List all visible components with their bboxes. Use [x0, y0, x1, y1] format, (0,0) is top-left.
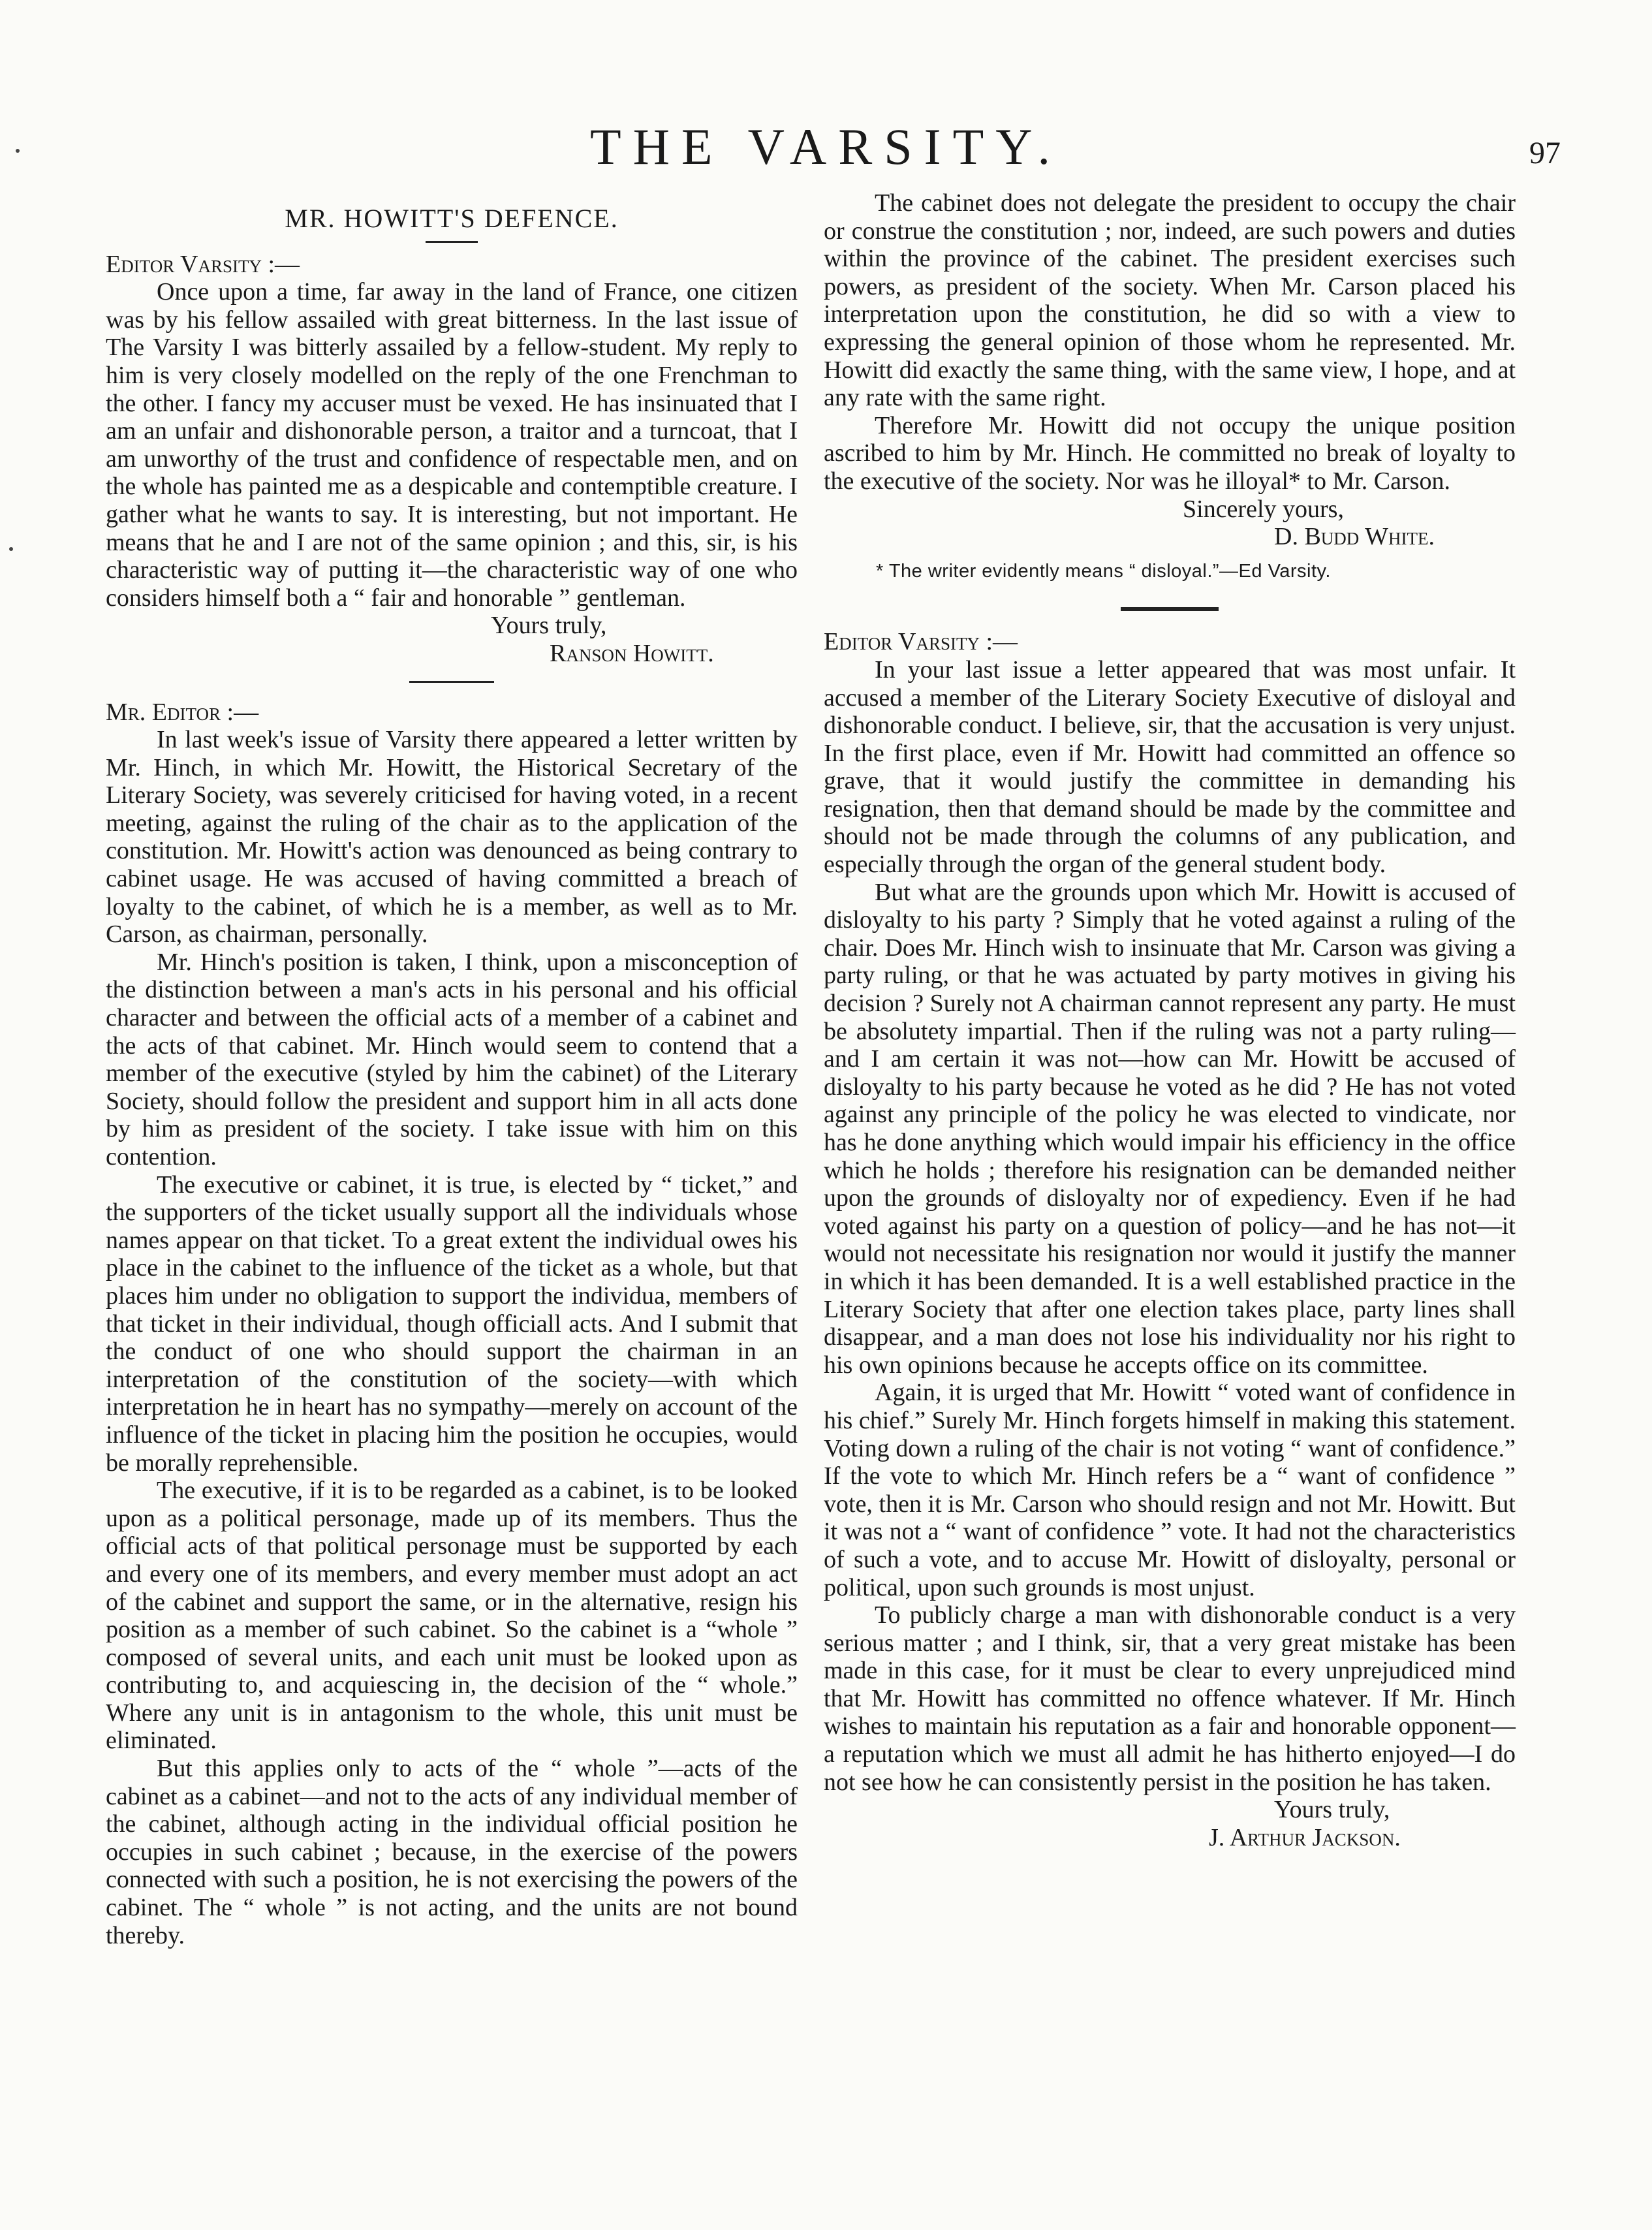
footnote: * The writer evidently means “ disloyal.”—Ed Varsity.: [876, 560, 1331, 582]
closing: Yours truly,: [491, 612, 607, 640]
paragraph: Once upon a time, far away in the land of France, one citizen was by his fellow assailed with great bitterness. In the last issue of The Varsity I was bitterly assailed by a fellow-student. My reply to him is very closely modelled on the reply of the one Frenchman to the other. I fancy my accuser must be vexed. He has insinuated that I am an unfair and dishonorable person, a traitor and a turncoat, that I am unworthy of the trust and confidence of respectable men, and on the whole has painted me as a despicable and contemptible creature. I gather what he wants to say. It is interesting, but not important. He means that he and I are not of the same opinion ; and this, sir, is his characteristic way of putting it—the characteristic way of one who considers himself both a “ fair and honorable ” gentleman.: [106, 278, 798, 612]
signature: J. Arthur Jackson.: [1209, 1823, 1401, 1851]
paragraph: To publicly charge a man with dishonorable conduct is a very serious matter ; and I think, sir, that a very great mistake has been made in this case, for it must be clear to every unprejudiced mind that Mr. Howitt has committed no offence whatever. If Mr. Hinch wishes to maintain his reputation as a fair and honorable opponent—a reputation which we must all admit he has hitherto enjoyed—I do not see how he can consistently persist in the position he has taken.: [824, 1601, 1516, 1796]
paragraph: In your last issue a letter appeared that was most unfair. It accused a member of the Literary Society Executive of disloyal and dishonorable conduct. I believe, sir, that the accusation is very unjust. In the first place, even if Mr. Howitt had committed an offence so grave, that it would justify the committee in demanding his resignation, then that demand should be made by the committee and should not be made through the columns of any publication, and especially through the organ of the general student body.: [824, 655, 1516, 879]
letter-heading: MR. HOWITT'S DEFENCE.: [285, 204, 619, 233]
margin-speck: [9, 547, 13, 551]
salutation: Editor Varsity :—: [106, 250, 300, 278]
paragraph: In last week's issue of Varsity there appeared a letter written by Mr. Hinch, in which Mr. Howitt, the Historical Secretary of the Literary Society, was severely criticised for having voted, in a recent meeting, against the ruling of the chair as to the application of the constitution. Mr. Howitt's action was denounced as being contrary to cabinet usage. He was accused of having committed a breach of loyalty to the cabinet, of which he is a member, as well as to Mr. Carson, as chairman, personally.: [106, 726, 798, 949]
paragraph: The executive, if it is to be regarded as a cabinet, is to be looked upon as a political personage, made up of its members. Thus the official acts of that political personage must be supported by each and every one of its members, and every member must adopt an act of the cabinet and support the same, or in the alternative, resign his position as a member of such cabinet. So the cabinet is a “whole ” composed of several units, and each unit must be looked upon as contributing to, and acquiescing in, the decision of the “ whole.” Where any unit is in antagonism to the whole, this unit must be eliminated.: [106, 1477, 798, 1755]
paragraph: The executive or cabinet, it is true, is elected by “ ticket,” and the supporters of the ticket usually support all the individuals whose names appear on that ticket. To a great extent the individual owes his place in the cabinet to the influence of the ticket as a whole, but that places him under no obligation to support the individua, members of that ticket in their individual, though officiall acts. And I submit that the conduct of one who should support the chairman in an interpretation of the constitution of the society—with which interpretation he in heart has no sympathy—merely on account of the influence of the ticket in placing him the position he occupies, would be morally reprehensible.: [106, 1170, 798, 1477]
closing: Sincerely yours,: [1183, 495, 1344, 523]
section-rule: [1121, 607, 1219, 611]
paragraph: Mr. Hinch's position is taken, I think, upon a misconception of the distinction between a man's acts in his personal and his official character and between the official acts of a member of a cabinet and the acts of that cabinet. Mr. Hinch would seem to contend that a member of the executive (styled by him the cabinet) of the Literary Society, should follow the president and support him in all acts done by him as president of the society. I take issue with him on this contention.: [106, 948, 798, 1170]
left-column: [106, 189, 798, 1949]
salutation: Editor Varsity :—: [824, 628, 1018, 656]
paragraph: The cabinet does not delegate the president to occupy the chair or construe the constitution ; nor, indeed, are such powers and duties within the province of the cabinet. The president exercises such powers, as president of the society. When Mr. Carson placed his interpretation upon the constitution, he did so with a view to expressing the general opinion of those whom he represented. Mr. Howitt did exactly the same thing, with the same view, I hope, and at any rate with the same right.: [824, 189, 1516, 412]
right-column: [824, 189, 1516, 1851]
heading-rule: [426, 241, 478, 243]
paragraph: Therefore Mr. Howitt did not occupy the unique position ascribed to him by Mr. Hinch. He committed no break of loyalty to the executive of the society. Nor was he illoyal* to Mr. Carson.: [824, 411, 1516, 495]
section-rule: [409, 681, 494, 683]
paragraph: But what are the grounds upon which Mr. Howitt is accused of disloyalty to his party ? Simply that he voted against a ruling of the chair. Does Mr. Hinch wish to insinuate that Mr. Carson was giving a party ruling, or that he was actuated by party motives in giving his decision ? Surely not A chairman cannot represent any party. He must be absolutety impartial. Then if the ruling was not a party ruling—and I am certain it was not—how can Mr. Howitt be accused of disloyalty to his party because he voted as he did ? He has not voted against any principle of the policy he was elected to vindicate, nor has he done anything which would impair his efficiency in the office which he holds ; therefore his resignation can be demanded neither upon the grounds of disloyalty nor of expediency. Even if he had voted against his party on a question of policy—and he has not—it would not necessitate his resignation nor would it justify the manner in which it has been demanded. It is a well established practice in the Literary Society that after one election takes place, party lines shall disappear, and a man does not lose his individuality nor his right to his own opinions because he accepts office on its committee.: [824, 878, 1516, 1379]
page-number: 97: [1529, 136, 1561, 170]
masthead-title: THE VARSITY.: [589, 118, 1063, 175]
paragraph: But this applies only to acts of the “ whole ”—acts of the cabinet as a cabinet—and not to the acts of any individual member of the cabinet, although acting in the individual official position he occupies in such cabinet ; because, in the exercise of the powers connected with such a position, he is not exercising the powers of the cabinet. The “ whole ” is not acting, and the units are not bound thereby.: [106, 1755, 798, 1949]
signature: Ranson Howitt.: [550, 639, 714, 667]
closing: Yours truly,: [1274, 1796, 1390, 1824]
salutation: Mr. Editor :—: [106, 698, 259, 726]
signature: D. Budd White.: [1274, 523, 1435, 551]
paragraph: Again, it is urged that Mr. Howitt “ voted want of confidence in his chief.” Surely Mr. Hinch forgets himself in making this statement. Voting down a ruling of the chair is not voting “ want of confidence.” If the vote to which Mr. Hinch refers be a “ want of confidence ” vote, then it is Mr. Carson who should resign and not Mr. Howitt. But it was not a “ want of confidence ” vote. It had not the characteristics of such a vote, and to accuse Mr. Howitt of disloyalty, personal or political, upon such grounds is most unjust.: [824, 1379, 1516, 1601]
